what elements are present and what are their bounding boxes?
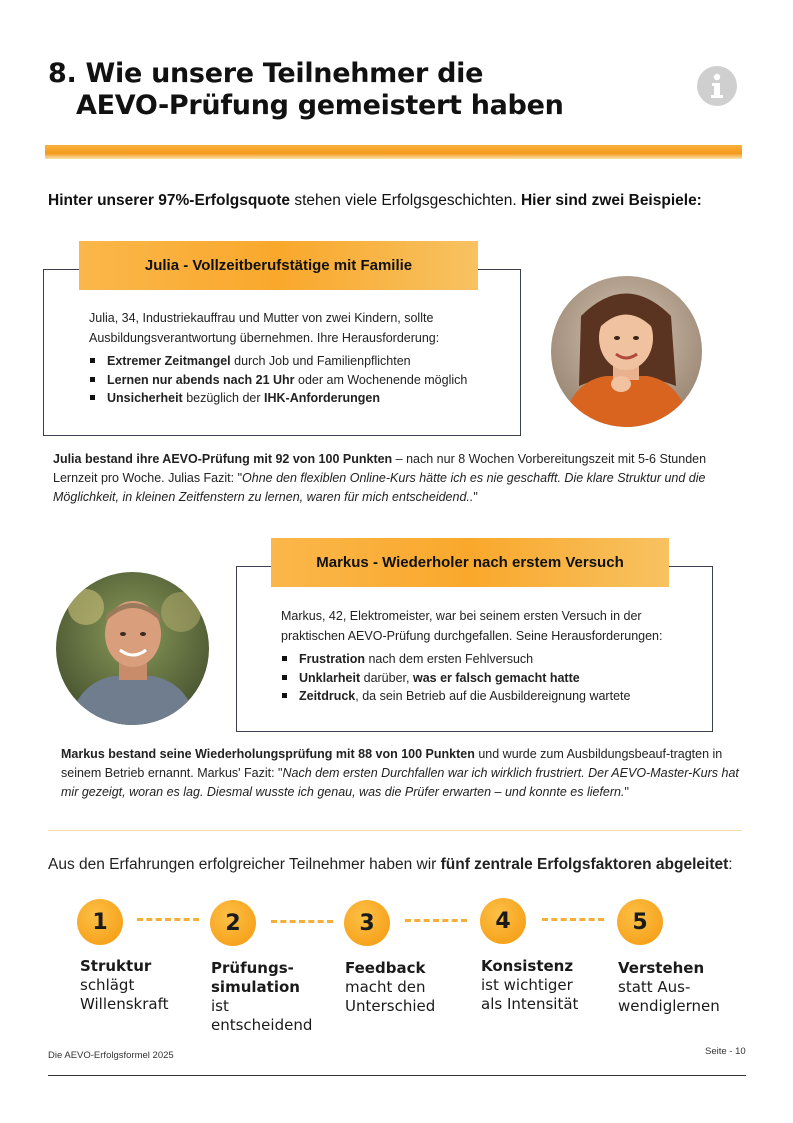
- intro-text: [48, 192, 702, 210]
- step-connector: [137, 918, 199, 921]
- step-1-bold: Struktur: [80, 957, 152, 975]
- step-2-rest: ist entscheidend: [211, 997, 313, 1034]
- julia-challenge-list: [89, 352, 504, 408]
- intro-text-1: stehen viele Erfolgsgeschichten.: [290, 192, 521, 209]
- page-number: Seite - 10: [705, 1046, 746, 1057]
- intro-bold-1: Hinter unserer 97%-Erfolgsquote: [48, 192, 291, 209]
- header-accent-bar: [45, 145, 742, 159]
- bullet-text: darüber,: [360, 670, 413, 685]
- julia-result: [53, 450, 713, 507]
- list-item: [89, 352, 504, 371]
- step-1-rest: schlägt Willenskraft: [80, 976, 169, 1013]
- bullet-bold: Zeitdruck: [299, 689, 356, 703]
- info-glyph: [697, 66, 737, 106]
- bullet-bold: Lernen nur abends nach 21 Uhr: [107, 372, 295, 387]
- list-item: [89, 371, 504, 390]
- step-3-circle: 3: [344, 900, 390, 946]
- step-3-bold: Feedback: [345, 959, 426, 977]
- bullet-bold: Extremer Zeitmangel: [107, 354, 231, 368]
- list-item: [281, 687, 691, 706]
- bullet-text: oder am Wochenende möglich: [294, 372, 468, 387]
- section-divider: [48, 830, 742, 831]
- markus-description: Markus, 42, Elektromeister, war bei seinem ersten Versuch in der praktischen AEVO-Prüfung durchgefallen. Seine Herausforderungen:: [281, 609, 663, 643]
- julia-tag: Julia - Vollzeitberufstätige mit Familie: [79, 241, 478, 290]
- markus-result-text: und wurde zum Ausbildungsbeauf-tragten in seinem Betrieb ernannt. Markus' Fazit: ": [61, 747, 723, 780]
- step-5-rest: statt Aus-wendiglernen: [618, 978, 720, 1015]
- list-item: [281, 669, 691, 688]
- bullet-text: , da sein Betrieb auf die Ausbildereignung wartete: [355, 689, 631, 703]
- julia-description: Julia, 34, Industriekauffrau und Mutter von zwei Kindern, sollte Ausbildungsverantwortung übernehmen. Ihre Herausforderung:: [89, 311, 440, 345]
- info-icon[interactable]: [697, 66, 737, 106]
- list-item: [281, 650, 691, 669]
- markus-case-text: [281, 606, 691, 706]
- markus-portrait-image: [56, 572, 209, 725]
- step-1-circle: 1: [77, 899, 123, 945]
- step-4-rest: ist wichtiger als Intensität: [481, 976, 579, 1013]
- bullet-bold-2: was er falsch gemacht hatte: [412, 670, 580, 685]
- bullet-bold: Frustration: [299, 652, 365, 666]
- bullet-bold: Unklarheit: [299, 670, 361, 685]
- julia-photo: [551, 276, 702, 427]
- step-2-circle: 2: [210, 900, 256, 946]
- page-title-line2: AEVO-Prüfung gemeistert haben: [76, 90, 564, 121]
- factors-intro-text: Aus den Erfahrungen erfolgreicher Teilnehmer haben wir: [48, 856, 441, 873]
- step-5-bold: Verstehen: [618, 959, 705, 977]
- step-connector: [542, 918, 604, 921]
- markus-case-box: [236, 566, 713, 732]
- factors-intro: [48, 856, 733, 874]
- markus-tag: Markus - Wiederholer nach erstem Versuch: [271, 538, 669, 587]
- step-4-circle: 4: [480, 898, 526, 944]
- markus-result-bold: Markus bestand seine Wiederholungsprüfung mit 88 von 100 Punkten: [61, 747, 475, 761]
- markus-quote: Nach dem ersten Durchfallen war ich wirklich frustriert. Der AEVO-Master-Kurs hat mir gezeigt, woran es lag. Diesmal wusste ich genau, was die Prüfer erwarten – und konnte es liefern.: [61, 766, 739, 799]
- markus-challenge-list: [281, 650, 691, 706]
- step-connector: [271, 920, 333, 923]
- bullet-bold: Unsicherheit: [107, 391, 183, 405]
- julia-result-bold: Julia bestand ihre AEVO-Prüfung mit 92 von 100 Punkten: [53, 452, 393, 466]
- step-2-bold: Prüfungs-simulation: [211, 959, 300, 996]
- julia-portrait-image: [551, 276, 702, 427]
- markus-quote-end: ": [624, 785, 629, 799]
- julia-quote-end: ": [473, 490, 478, 504]
- step-1-label: [80, 957, 200, 1014]
- julia-case-text: [89, 308, 504, 408]
- factors-intro-end: :: [728, 856, 733, 873]
- bullet-text: durch Job und Familienpflichten: [230, 354, 411, 368]
- step-connector: [405, 919, 467, 922]
- intro-bold-2: Hier sind zwei Beispiele:: [520, 192, 702, 209]
- bullet-bold-2: IHK-Anforderungen: [264, 391, 380, 405]
- footer-rule: [48, 1075, 746, 1076]
- bullet-text: bezüglich der: [182, 391, 265, 405]
- step-4-bold: Konsistenz: [481, 957, 574, 975]
- factors-intro-bold: fünf zentrale Erfolgsfaktoren abgeleitet: [440, 856, 729, 873]
- julia-quote: Ohne den flexiblen Online-Kurs hätte ich es nie geschafft. Die klare Struktur und die Möglichkeit, in kleinen Zeitfenstern zu lernen, waren für mich entscheidend..: [53, 471, 706, 504]
- bullet-text: nach dem ersten Fehlversuch: [364, 652, 534, 666]
- page-title-line1: 8. Wie unsere Teilnehmer die: [48, 58, 484, 89]
- step-5-label: [618, 959, 728, 1016]
- step-2-label: [211, 959, 321, 1035]
- julia-case-box: [43, 269, 521, 436]
- step-3-label: [345, 959, 455, 1016]
- markus-result: [61, 745, 741, 802]
- step-5-circle: 5: [617, 899, 663, 945]
- step-3-rest: macht den Unterschied: [345, 978, 436, 1015]
- list-item: [89, 389, 504, 408]
- markus-photo: [56, 572, 209, 725]
- footer-title: Die AEVO-Erfolgsformel 2025: [48, 1050, 174, 1061]
- julia-result-text: – nach nur 8 Wochen Vorbereitungszeit mit 5-6 Stunden Lernzeit pro Woche. Julias Fazit: ": [53, 452, 707, 485]
- step-4-label: [481, 957, 591, 1014]
